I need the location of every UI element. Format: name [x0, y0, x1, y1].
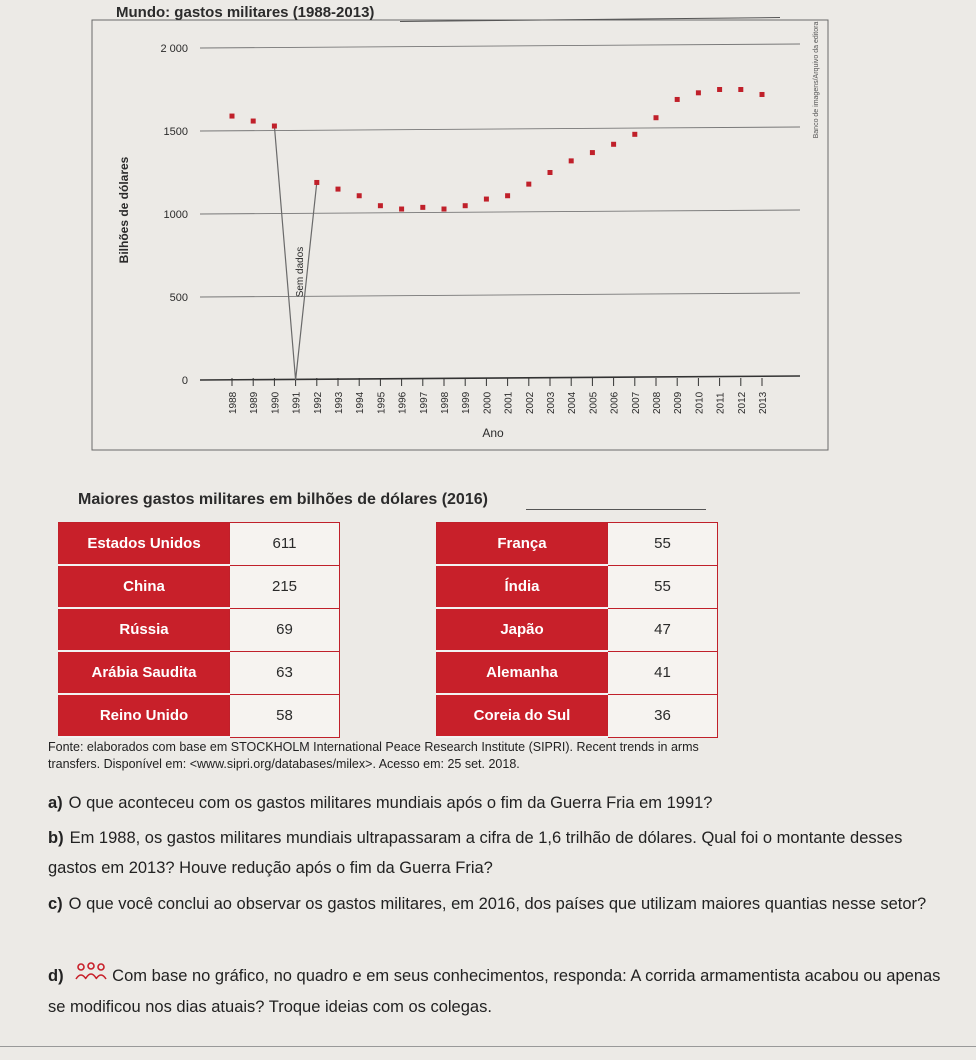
- x-tick-label: 1993: [334, 391, 345, 414]
- table-row: [59, 694, 340, 737]
- table-row: [59, 523, 340, 566]
- x-tick-label: 1996: [397, 391, 409, 414]
- question-a-text: O que aconteceu com os gastos militares mundiais após o fim da Guerra Fria em 1991?: [68, 794, 713, 812]
- x-tick-label: 2006: [609, 391, 621, 414]
- x-tick-label: 1990: [270, 391, 282, 414]
- table-row: [437, 651, 718, 694]
- data-point: [548, 170, 553, 175]
- data-points: [230, 87, 765, 212]
- country-cell: França: [437, 523, 608, 566]
- question-a: [48, 788, 948, 818]
- y-tick-label: 2 000: [160, 43, 188, 55]
- data-point: [611, 142, 616, 147]
- table-row: [437, 608, 718, 651]
- data-point: [463, 203, 468, 208]
- data-point: [717, 87, 722, 92]
- data-point: [675, 97, 680, 102]
- data-point: [526, 182, 531, 187]
- value-cell: 69: [230, 608, 340, 651]
- data-point: [738, 87, 743, 92]
- y-tick-label: 1000: [163, 209, 188, 221]
- image-credit: Banco de imagens/Arquivo da editora: [813, 21, 820, 139]
- value-cell: 58: [230, 694, 340, 737]
- data-point: [336, 187, 341, 192]
- chart-frame: [92, 20, 828, 450]
- grid-lines: [200, 44, 800, 380]
- data-point: [484, 197, 489, 202]
- country-cell: Estados Unidos: [59, 523, 230, 566]
- no-data-annotation: Sem dados: [295, 246, 306, 298]
- x-tick-label: 2002: [524, 391, 536, 414]
- country-cell: Alemanha: [437, 651, 608, 694]
- x-tick-label: 2007: [630, 391, 642, 414]
- gridline: [200, 44, 800, 48]
- question-b-letter: b): [48, 829, 64, 847]
- military-spending-chart: [0, 0, 976, 460]
- data-point: [378, 203, 383, 208]
- x-tick-label: 1995: [376, 391, 388, 414]
- value-cell: 47: [608, 608, 718, 651]
- x-tick-label: 2001: [503, 391, 515, 414]
- x-axis-label: Ano: [482, 426, 504, 440]
- country-cell: China: [59, 565, 230, 608]
- y-tick-label: 0: [181, 375, 188, 387]
- spending-table-left-body: [59, 523, 340, 738]
- x-tick-labels: [228, 378, 769, 414]
- table-title-rule: [526, 509, 706, 510]
- table-row: [437, 694, 718, 737]
- table-title: Maiores gastos militares em bilhões de dólares (2016): [78, 491, 488, 508]
- y-tick-labels: [160, 43, 188, 387]
- question-d-letter: d): [48, 967, 64, 985]
- question-b-text: Em 1988, os gastos militares mundiais ultrapassaram a cifra de 1,6 trilhão de dólares. Qual foi o montante desses gastos em 2013? Houve redução após o fim da Guerra Fria?: [48, 829, 903, 877]
- x-tick-label: 2010: [694, 391, 706, 414]
- country-cell: Índia: [437, 565, 608, 608]
- x-tick-label: 1997: [418, 391, 430, 414]
- country-cell: Japão: [437, 608, 608, 651]
- x-tick-label: 2005: [588, 391, 600, 414]
- x-tick-label: 1992: [312, 391, 324, 414]
- value-cell: 55: [608, 565, 718, 608]
- y-tick-label: 1500: [163, 126, 188, 138]
- x-tick-label: 2008: [652, 391, 663, 414]
- question-d-text: Com base no gráfico, no quadro e em seus conhecimentos, responda: A corrida armamentista acabou ou apenas se modificou nos dias atuais? Troque ideias com os colegas.: [48, 967, 941, 1016]
- gridline: [200, 376, 800, 380]
- data-point: [230, 114, 235, 119]
- question-c-text: O que você conclui ao observar os gastos militares, em 2016, dos países que utilizam maiores quantias nesse setor?: [68, 895, 927, 913]
- value-cell: 611: [230, 523, 340, 566]
- data-point: [251, 119, 256, 124]
- question-b: [48, 823, 948, 883]
- data-point: [590, 150, 595, 155]
- x-tick-label: 2004: [567, 391, 579, 414]
- x-tick-label: 2000: [482, 391, 494, 414]
- spending-table-right-body: [437, 523, 718, 738]
- x-tick-label: 2011: [715, 392, 727, 414]
- gridline: [200, 127, 800, 131]
- value-cell: 41: [608, 651, 718, 694]
- y-tick-label: 500: [169, 292, 188, 304]
- x-tick-label: 1989: [249, 391, 261, 414]
- y-axis-label: Bilhões de dólares: [117, 156, 131, 264]
- table-row: [437, 523, 718, 566]
- group-work-icon: [74, 962, 108, 992]
- value-cell: 63: [230, 651, 340, 694]
- x-tick-label: 1999: [461, 391, 473, 414]
- x-tick-label: 1998: [440, 391, 451, 414]
- question-d: [48, 961, 948, 1022]
- x-tick-label: 1988: [228, 391, 239, 414]
- data-point: [357, 193, 362, 198]
- data-point: [696, 90, 701, 95]
- data-point: [654, 115, 659, 120]
- data-point: [505, 193, 510, 198]
- table-row: [437, 565, 718, 608]
- country-cell: Coreia do Sul: [437, 694, 608, 737]
- table-row: [59, 565, 340, 608]
- chart-title: Mundo: gastos militares (1988-2013): [116, 4, 375, 21]
- page-bottom-rule: [0, 1046, 976, 1047]
- value-cell: 55: [608, 523, 718, 566]
- table-row: [59, 608, 340, 651]
- question-a-letter: a): [48, 794, 63, 812]
- spending-table-left: [58, 522, 340, 738]
- data-point: [569, 158, 574, 163]
- data-point: [442, 207, 447, 212]
- x-tick-label: 2003: [546, 391, 557, 414]
- data-point: [632, 132, 637, 137]
- country-cell: Rússia: [59, 608, 230, 651]
- x-tick-label: 1994: [355, 391, 367, 414]
- country-cell: Reino Unido: [59, 694, 230, 737]
- x-tick-label: 2013: [758, 391, 769, 414]
- country-cell: Arábia Saudita: [59, 651, 230, 694]
- table-row: [59, 651, 340, 694]
- data-point: [760, 92, 765, 97]
- data-point: [399, 207, 404, 212]
- value-cell: 215: [230, 565, 340, 608]
- value-cell: 36: [608, 694, 718, 737]
- gridline: [200, 293, 800, 297]
- data-point: [420, 205, 425, 210]
- question-c-letter: c): [48, 895, 63, 913]
- source-note: Fonte: elaborados com base em STOCKHOLM International Peace Research Institute (SIPRI). Recent trends in arms transfers. Disponível em: <www.sipri.org/databases/milex>. Acesso em: 25 set. 2018.: [48, 740, 699, 771]
- data-point: [314, 180, 319, 185]
- question-c: [48, 889, 948, 919]
- gridline: [200, 210, 800, 214]
- x-tick-label: 1991: [291, 391, 303, 414]
- x-tick-label: 2012: [736, 391, 748, 414]
- spending-table-right: [436, 522, 718, 738]
- x-tick-label: 2009: [673, 391, 685, 414]
- data-point: [272, 124, 277, 129]
